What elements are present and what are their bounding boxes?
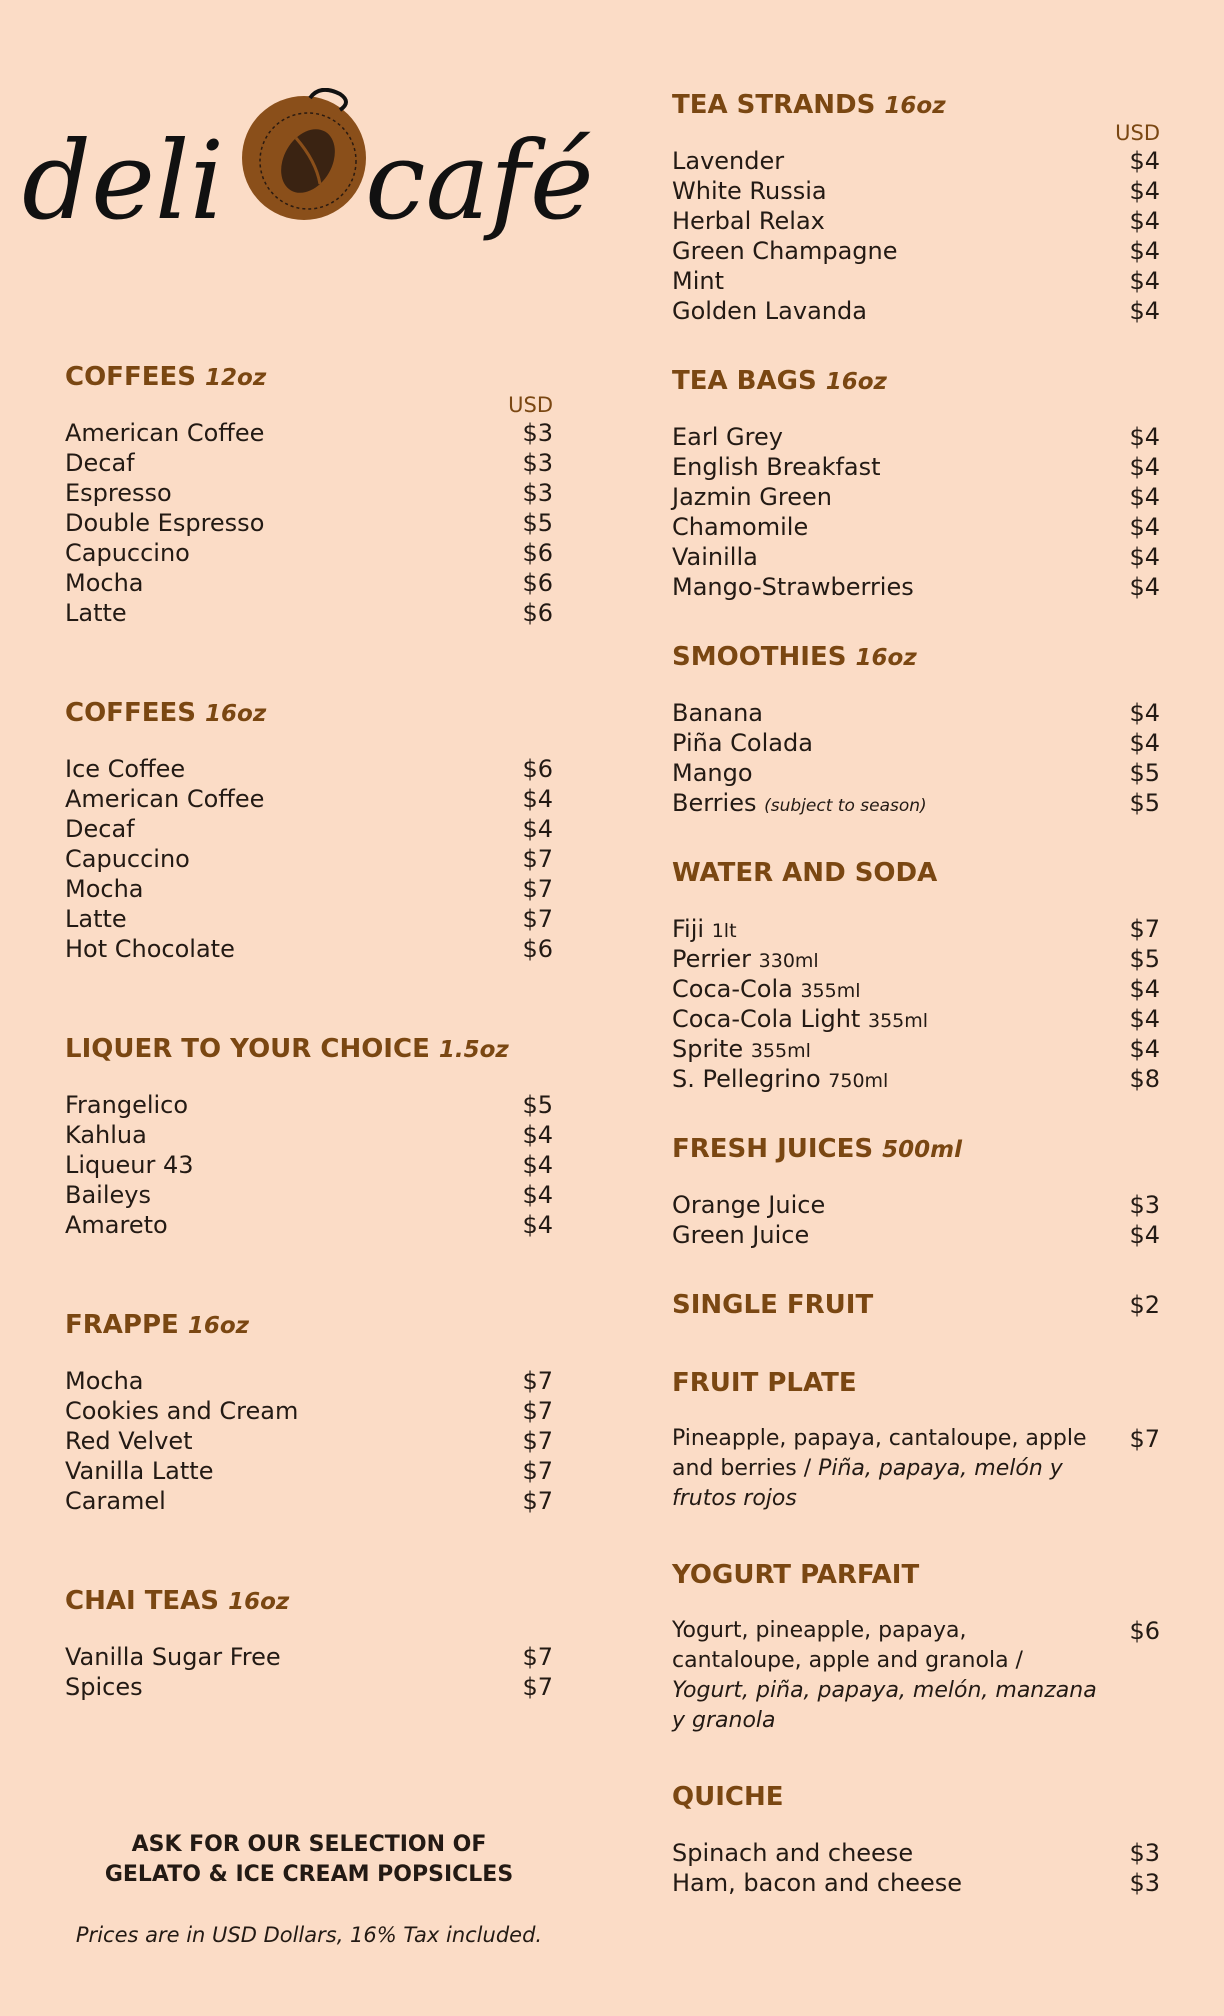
right-menu-column (672, 90, 1160, 1898)
section-title: COFFEES 16oz (65, 698, 267, 728)
gelato-promo: ASK FOR OUR SELECTION OF GELATO & ICE CREAM POPSICLES (104, 1832, 514, 1887)
menu-item: Mango-Strawberries $4 (672, 573, 1160, 601)
menu-item: Hot Chocolate $6 (65, 935, 553, 963)
menu-item: Latte $6 (65, 599, 553, 627)
menu-item: Earl Grey $4 (672, 423, 1160, 451)
menu-item: Ice Coffee $6 (65, 755, 553, 783)
menu-item: Piña Colada $4 (672, 729, 1160, 757)
section-chai-teas (65, 1586, 553, 1702)
section-title: FRUIT PLATE (672, 1368, 857, 1398)
menu-item: English Breakfast $4 (672, 453, 1160, 481)
menu-item: Fiji 1lt $7 (672, 915, 1160, 943)
section-fresh-juices (672, 1134, 1160, 1250)
section-title: CHAI TEAS 16oz (65, 1586, 290, 1616)
menu-item: Espresso $3 (65, 479, 553, 507)
menu-item: Mocha $7 (65, 1367, 553, 1395)
menu-item: Perrier 330ml $5 (672, 945, 1160, 973)
menu-item: American Coffee $3 (65, 419, 553, 447)
menu-item: Amareto $4 (65, 1211, 553, 1239)
section-title: LIQUER TO YOUR CHOICE 1.5oz (65, 1034, 509, 1064)
menu-item: Chamomile $4 (672, 513, 1160, 541)
section-title: QUICHE (672, 1782, 784, 1812)
menu-item: Jazmin Green $4 (672, 483, 1160, 511)
menu-item: Mocha $7 (65, 875, 553, 903)
menu-item: White Russia $4 (672, 177, 1160, 205)
section-coffees-12oz (65, 362, 553, 628)
section-yogurt-parfait (672, 1560, 1160, 1736)
menu-item: Baileys $4 (65, 1181, 553, 1209)
section-tea-strands (672, 90, 1160, 326)
menu-item: Vanilla Latte $7 (65, 1457, 553, 1485)
section-title: YOGURT PARFAIT (672, 1560, 920, 1590)
menu-item: Ham, bacon and cheese $3 (672, 1869, 1160, 1897)
section-smoothies (672, 642, 1160, 818)
menu-item: Golden Lavanda $4 (672, 297, 1160, 325)
menu-item: Decaf $4 (65, 815, 553, 843)
menu-item: Frangelico $5 (65, 1091, 553, 1119)
menu-item: Cookies and Cream $7 (65, 1397, 553, 1425)
tax-footnote: Prices are in USD Dollars, 16% Tax included. (75, 1923, 543, 1947)
brand-cafe: café (365, 119, 594, 244)
section-coffees-16oz (65, 698, 553, 964)
menu-item: Liqueur 43 $4 (65, 1151, 553, 1179)
currency-label: USD (1115, 121, 1160, 145)
section-water-and-soda (672, 858, 1160, 1094)
menu-item: Latte $7 (65, 905, 553, 933)
section-fruit-plate (672, 1368, 1160, 1514)
menu-item: Mint $4 (672, 267, 1160, 295)
menu-item: Banana $4 (672, 699, 1160, 727)
menu-item: Vanilla Sugar Free $7 (65, 1643, 553, 1671)
currency-label: USD (508, 393, 553, 417)
section-single-fruit (672, 1290, 1160, 1320)
section-title: TEA BAGS 16oz (672, 366, 887, 396)
menu-item: Sprite 355ml $4 (672, 1035, 1160, 1063)
menu-item: Spinach and cheese $3 (672, 1839, 1160, 1867)
section-title: SMOOTHIES 16oz (672, 642, 917, 672)
section-title: SINGLE FRUIT $2 (672, 1290, 1160, 1320)
section-quiche (672, 1782, 1160, 1898)
menu-item: Vainilla $4 (672, 543, 1160, 571)
section-title: COFFEES 12oz (65, 362, 267, 392)
section-title: TEA STRANDS 16oz (672, 90, 946, 120)
section-title: FRAPPE 16oz (65, 1310, 250, 1340)
menu-item: Herbal Relax $4 (672, 207, 1160, 235)
section-title: WATER AND SODA (672, 858, 938, 888)
section-liquer (65, 1034, 553, 1240)
menu-item: Lavender $4 (672, 147, 1160, 175)
menu-item: Orange Juice $3 (672, 1191, 1160, 1219)
menu-item: Red Velvet $7 (65, 1427, 553, 1455)
menu-item: Mocha $6 (65, 569, 553, 597)
menu-item: S. Pellegrino 750ml $8 (672, 1065, 1160, 1093)
menu-item: Capuccino $6 (65, 539, 553, 567)
menu-item-description: Yogurt, pineapple, papaya, cantaloupe, apple and granola / Yogurt, piña, papaya, melón, manzana y granola $6 (672, 1617, 1160, 1733)
menu-item: Spices $7 (65, 1673, 553, 1701)
left-menu-column (65, 362, 553, 1702)
menu-item: American Coffee $4 (65, 785, 553, 813)
menu-item: Coca-Cola Light 355ml $4 (672, 1005, 1160, 1033)
menu-item-description: Pineapple, papaya, cantaloupe, apple and berries / Piña, papaya, melón y frutos rojos $7 (672, 1425, 1160, 1511)
menu-item: Coca-Cola 355ml $4 (672, 975, 1160, 1003)
menu-item: Kahlua $4 (65, 1121, 553, 1149)
menu-item: Caramel $7 (65, 1487, 553, 1515)
delicafe-logo (20, 88, 600, 288)
menu-item: Green Juice $4 (672, 1221, 1160, 1249)
menu-item: Mango $5 (672, 759, 1160, 787)
menu-item: Green Champagne $4 (672, 237, 1160, 265)
menu-item: Berries (subject to season) $5 (672, 789, 1160, 817)
menu-item: Double Espresso $5 (65, 509, 553, 537)
brand-deli: deli (22, 119, 225, 244)
section-tea-bags (672, 366, 1160, 602)
section-frappe (65, 1310, 553, 1516)
section-title: FRESH JUICES 500ml (672, 1134, 963, 1164)
menu-item: Decaf $3 (65, 449, 553, 477)
menu-item: Capuccino $7 (65, 845, 553, 873)
